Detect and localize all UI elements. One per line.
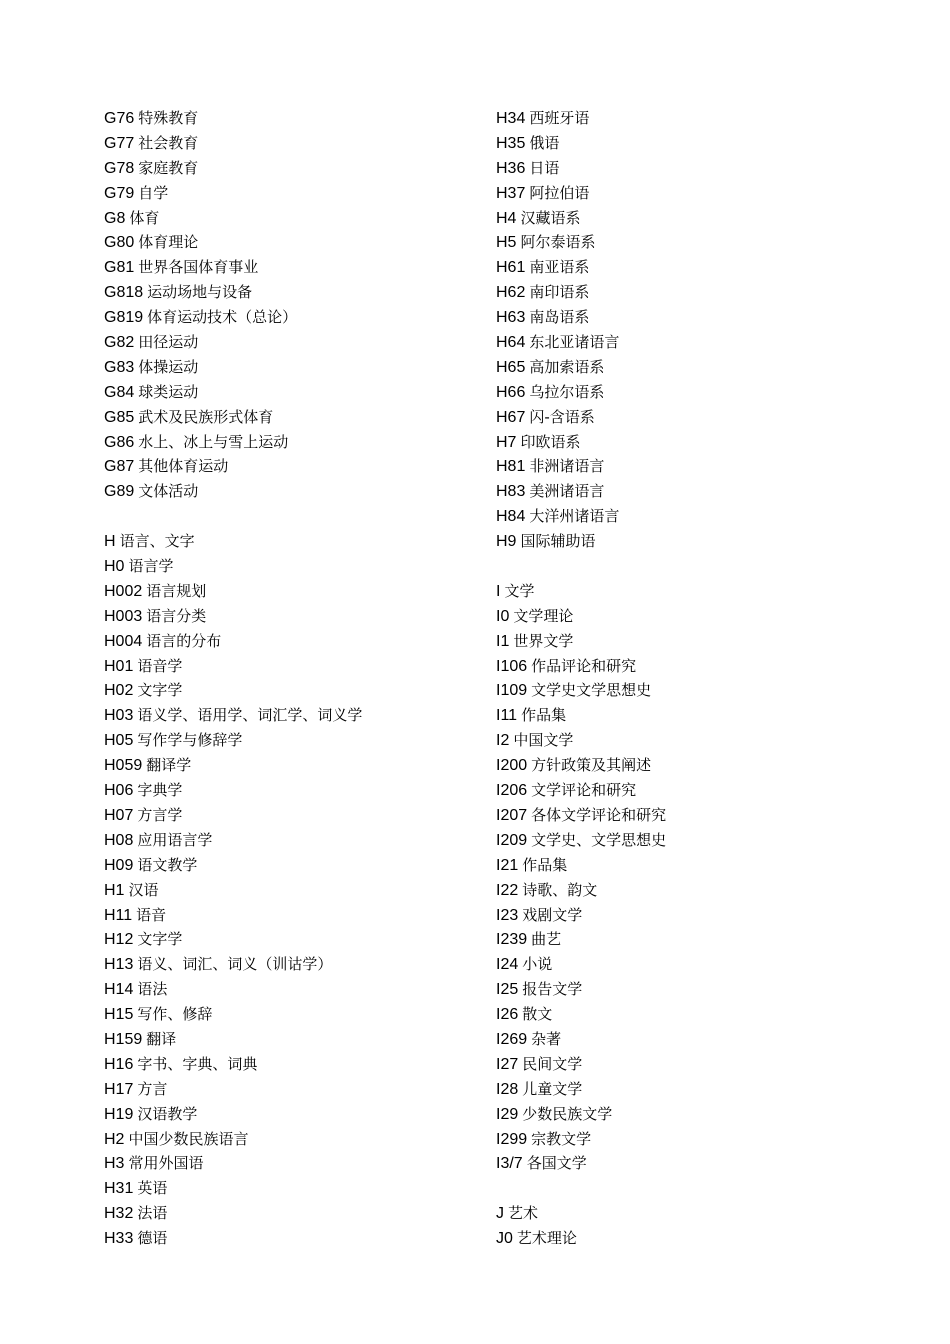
classification-label: 作品集 <box>522 855 568 874</box>
classification-label: 南亚语系 <box>529 258 590 277</box>
classification-entry <box>496 106 666 131</box>
classification-code: H15 <box>104 1006 134 1024</box>
classification-code: H08 <box>104 831 134 849</box>
classification-label: 语义学、语用学、词汇学、词义学 <box>137 706 363 725</box>
classification-code: H67 <box>496 408 526 426</box>
classification-label: 阿尔泰语系 <box>520 233 596 252</box>
classification-label: 语言的分布 <box>146 631 222 650</box>
classification-entry <box>104 305 362 330</box>
classification-entry <box>496 479 666 504</box>
classification-entry <box>496 529 666 554</box>
classification-entry <box>104 853 362 878</box>
classification-code: I1 <box>496 632 510 650</box>
classification-entry <box>496 206 666 231</box>
classification-label: 武术及民族形式体育 <box>138 407 274 426</box>
classification-code: H159 <box>104 1030 143 1048</box>
classification-code: H002 <box>104 582 143 600</box>
classification-label: 文字学 <box>137 930 183 949</box>
classification-entry <box>496 380 666 405</box>
classification-code: I27 <box>496 1055 519 1073</box>
classification-entry <box>496 1002 666 1027</box>
classification-code: I106 <box>496 657 528 675</box>
classification-code: G77 <box>104 134 135 152</box>
classification-entry <box>496 181 666 206</box>
classification-code: H35 <box>496 134 526 152</box>
classification-entry <box>104 1052 362 1077</box>
classification-entry <box>496 803 666 828</box>
classification-entry <box>496 977 666 1002</box>
classification-code: H07 <box>104 806 134 824</box>
classification-entry <box>104 479 362 504</box>
classification-code: H14 <box>104 981 134 999</box>
classification-label: 体操运动 <box>138 357 199 376</box>
classification-label: 应用语言学 <box>137 830 213 849</box>
classification-label: 宗教文学 <box>531 1129 592 1148</box>
classification-label: 民间文学 <box>522 1054 583 1073</box>
classification-entry <box>496 355 666 380</box>
classification-entry <box>104 405 362 430</box>
classification-label: 常用外国语 <box>128 1154 204 1173</box>
classification-entry <box>496 952 666 977</box>
classification-label: 乌拉尔语系 <box>529 382 605 401</box>
classification-entry <box>496 878 666 903</box>
classification-entry <box>104 927 362 952</box>
classification-code: H02 <box>104 682 134 700</box>
classification-label: 语文教学 <box>137 855 198 874</box>
classification-code: H19 <box>104 1105 134 1123</box>
classification-entry <box>104 579 362 604</box>
classification-label: 戏剧文学 <box>522 905 583 924</box>
classification-label: 球类运动 <box>138 382 199 401</box>
classification-label: 田径运动 <box>138 333 199 352</box>
classification-label: 儿童文学 <box>522 1079 583 1098</box>
classification-code: H64 <box>496 334 526 352</box>
classification-entry <box>496 853 666 878</box>
classification-entry <box>104 106 362 131</box>
classification-entry <box>104 728 362 753</box>
classification-label: 字典学 <box>137 781 183 800</box>
classification-label: 小说 <box>522 955 553 974</box>
classification-code: H7 <box>496 433 517 451</box>
classification-label: 文学史、文学思想史 <box>531 830 667 849</box>
classification-label: 运动场地与设备 <box>147 283 253 302</box>
classification-code: H06 <box>104 782 134 800</box>
classification-entry <box>104 678 362 703</box>
classification-code: G8 <box>104 209 126 227</box>
classification-label: 特殊教育 <box>138 109 199 127</box>
classification-entry <box>496 1151 666 1176</box>
classification-code: G79 <box>104 184 135 202</box>
classification-code: H63 <box>496 309 526 327</box>
classification-entry <box>104 828 362 853</box>
classification-code: H03 <box>104 707 134 725</box>
classification-label: 美洲诸语言 <box>529 482 605 501</box>
classification-code: I28 <box>496 1080 519 1098</box>
classification-label: 语言分类 <box>146 606 207 625</box>
classification-code: I2 <box>496 732 510 750</box>
classification-label: 各体文学评论和研究 <box>531 805 667 824</box>
classification-entry <box>104 778 362 803</box>
classification-entry <box>104 878 362 903</box>
classification-entry <box>104 330 362 355</box>
classification-code: G80 <box>104 234 135 252</box>
classification-code: I207 <box>496 806 528 824</box>
classification-entry <box>104 629 362 654</box>
classification-code: G818 <box>104 284 144 302</box>
classification-code: I29 <box>496 1105 519 1123</box>
classification-entry <box>104 454 362 479</box>
classification-code: G89 <box>104 483 135 501</box>
classification-label: 高加索语系 <box>529 357 605 376</box>
classification-label: 翻译学 <box>146 756 192 775</box>
classification-code: G78 <box>104 159 135 177</box>
classification-code: H66 <box>496 383 526 401</box>
classification-entry <box>496 504 666 529</box>
classification-code: H9 <box>496 533 517 551</box>
classification-label: 语法 <box>137 980 168 999</box>
classification-label: 闪-含语系 <box>529 407 595 426</box>
classification-entry <box>104 380 362 405</box>
classification-label: 各国文学 <box>526 1154 587 1173</box>
classification-label: 作品评论和研究 <box>531 656 637 675</box>
classification-entry <box>496 1226 666 1251</box>
classification-entry <box>496 728 666 753</box>
classification-code: H16 <box>104 1055 134 1073</box>
classification-label: 语义、词汇、词义（训诂学） <box>137 955 333 974</box>
classification-entry <box>104 604 362 629</box>
classification-entry <box>496 828 666 853</box>
classification-code: H36 <box>496 159 526 177</box>
classification-code: I11 <box>496 707 518 725</box>
classification-code: I0 <box>496 607 510 625</box>
classification-code: H34 <box>496 110 526 127</box>
classification-entry <box>104 554 362 579</box>
classification-entry <box>496 330 666 355</box>
classification-label: 法语 <box>137 1204 168 1223</box>
classification-entry <box>496 654 666 679</box>
classification-code: I23 <box>496 906 519 924</box>
classification-label: 体育 <box>129 208 160 227</box>
classification-label: 文学史文学思想史 <box>531 681 652 700</box>
classification-entry <box>104 703 362 728</box>
classification-code: I209 <box>496 831 528 849</box>
classification-entry <box>104 1002 362 1027</box>
classification-label: 曲艺 <box>531 930 562 949</box>
classification-code: H81 <box>496 458 526 476</box>
classification-code: H004 <box>104 632 143 650</box>
classification-code: H003 <box>104 607 143 625</box>
classification-entry <box>496 1027 666 1052</box>
classification-code: I21 <box>496 856 519 874</box>
classification-label: 翻译 <box>146 1029 177 1048</box>
classification-label: 写作、修辞 <box>137 1005 213 1024</box>
classification-code: G83 <box>104 358 135 376</box>
classification-label: 方针政策及其阐述 <box>531 756 652 775</box>
classification-label: 语言、文字 <box>119 532 195 551</box>
classification-label: 文学理论 <box>513 606 574 625</box>
classification-label: 报告文学 <box>522 980 583 999</box>
classification-entry <box>104 903 362 928</box>
classification-code: H17 <box>104 1080 134 1098</box>
classification-code: H65 <box>496 358 526 376</box>
classification-code: I <box>496 582 501 600</box>
classification-label: 中国文学 <box>513 731 574 750</box>
classification-entry <box>104 1151 362 1176</box>
classification-code: I26 <box>496 1006 519 1024</box>
classification-code: G84 <box>104 383 135 401</box>
classification-code: I109 <box>496 682 528 700</box>
classification-label: 汉藏语系 <box>520 208 581 227</box>
classification-label: 文体活动 <box>138 482 199 501</box>
classification-entry <box>496 305 666 330</box>
classification-entry <box>104 1226 362 1251</box>
classification-entry <box>496 280 666 305</box>
classification-code: I299 <box>496 1130 528 1148</box>
classification-label: 艺术 <box>508 1204 539 1223</box>
classification-entry <box>104 1102 362 1127</box>
classification-label: 中国少数民族语言 <box>128 1129 249 1148</box>
classification-label: 文字学 <box>137 681 183 700</box>
classification-label: 体育理论 <box>138 233 199 252</box>
classification-label: 国际辅助语 <box>520 532 596 551</box>
classification-code: H84 <box>496 508 526 526</box>
classification-entry <box>104 952 362 977</box>
classification-label: 汉语 <box>128 880 159 899</box>
classification-entry <box>104 230 362 255</box>
classification-entry <box>496 230 666 255</box>
classification-entry <box>496 703 666 728</box>
classification-label: 杂著 <box>531 1029 562 1048</box>
classification-code: H0 <box>104 558 125 576</box>
classification-entry <box>496 1102 666 1127</box>
classification-label: 文学评论和研究 <box>531 781 637 800</box>
classification-code: H37 <box>496 184 526 202</box>
blank-line <box>496 554 666 579</box>
classification-entry <box>104 181 362 206</box>
classification-label: 写作学与修辞学 <box>137 731 243 750</box>
classification-code: H <box>104 533 116 551</box>
classification-code: H83 <box>496 483 526 501</box>
classification-label: 字书、字典、词典 <box>137 1054 258 1073</box>
classification-label: 方言学 <box>137 805 183 824</box>
classification-entry <box>104 131 362 156</box>
classification-label: 其他体育运动 <box>138 457 229 476</box>
classification-label: 语言学 <box>128 557 174 576</box>
classification-entry <box>496 678 666 703</box>
classification-code: H11 <box>104 906 133 924</box>
classification-code: H09 <box>104 856 134 874</box>
classification-label: 散文 <box>522 1005 553 1024</box>
classification-label: 语音 <box>136 905 167 924</box>
classification-entry <box>104 255 362 280</box>
classification-label: 少数民族文学 <box>522 1104 613 1123</box>
classification-code: H12 <box>104 931 134 949</box>
classification-label: 汉语教学 <box>137 1104 198 1123</box>
classification-label: 世界各国体育事业 <box>138 258 259 277</box>
classification-code: H13 <box>104 956 134 974</box>
classification-entry <box>496 629 666 654</box>
classification-entry <box>104 1127 362 1152</box>
classification-code: J <box>496 1205 504 1223</box>
classification-entry <box>104 529 362 554</box>
classification-code: I269 <box>496 1030 528 1048</box>
classification-label: 作品集 <box>521 706 567 725</box>
classification-label: 东北亚诸语言 <box>529 333 620 352</box>
classification-label: 阿拉伯语 <box>529 183 590 202</box>
classification-entry <box>496 579 666 604</box>
classification-entry <box>104 206 362 231</box>
classification-entry <box>104 355 362 380</box>
classification-entry <box>104 1176 362 1201</box>
classification-code: J0 <box>496 1230 513 1248</box>
classification-code: I200 <box>496 757 528 775</box>
classification-label: 家庭教育 <box>138 158 199 177</box>
classification-code: H4 <box>496 209 517 227</box>
classification-entry <box>496 405 666 430</box>
classification-entry <box>496 454 666 479</box>
classification-entry <box>104 1027 362 1052</box>
classification-code: H05 <box>104 732 134 750</box>
classification-entry <box>104 1077 362 1102</box>
classification-code: I3/7 <box>496 1155 523 1173</box>
classification-code: I206 <box>496 782 528 800</box>
classification-label: 非洲诸语言 <box>529 457 605 476</box>
classification-label: 自学 <box>138 183 169 202</box>
classification-code: H1 <box>104 881 125 899</box>
classification-entry <box>496 753 666 778</box>
classification-code: G76 <box>104 110 135 127</box>
classification-label: 方言 <box>137 1079 168 1098</box>
classification-entry <box>104 803 362 828</box>
classification-code: I22 <box>496 881 519 899</box>
classification-entry <box>496 903 666 928</box>
classification-label: 社会教育 <box>138 133 199 152</box>
classification-label: 俄语 <box>529 133 560 152</box>
blank-line <box>496 1176 666 1201</box>
classification-label: 体育运动技术（总论） <box>147 308 298 327</box>
classification-label: 日语 <box>529 158 560 177</box>
classification-code: I239 <box>496 931 528 949</box>
classification-code: H62 <box>496 284 526 302</box>
classification-label: 印欧语系 <box>520 432 581 451</box>
blank-line <box>104 504 362 529</box>
classification-label: 南印语系 <box>529 283 590 302</box>
classification-code: H33 <box>104 1230 134 1248</box>
classification-entry <box>496 156 666 181</box>
classification-entry <box>496 255 666 280</box>
classification-code: H2 <box>104 1130 125 1148</box>
classification-label: 西班牙语 <box>529 109 590 127</box>
classification-entry <box>496 1201 666 1226</box>
classification-label: 语音学 <box>137 656 183 675</box>
classification-entry <box>496 1052 666 1077</box>
classification-entry <box>104 977 362 1002</box>
classification-label: 文学 <box>504 581 535 600</box>
classification-entry <box>104 430 362 455</box>
classification-code: G819 <box>104 309 144 327</box>
classification-code: H5 <box>496 234 517 252</box>
classification-entry <box>496 927 666 952</box>
classification-label: 诗歌、韵文 <box>522 880 598 899</box>
classification-label: 德语 <box>137 1229 168 1248</box>
classification-entry <box>496 131 666 156</box>
left-column <box>104 106 362 1251</box>
classification-code: G82 <box>104 334 135 352</box>
classification-code: G81 <box>104 259 135 277</box>
classification-code: G86 <box>104 433 135 451</box>
classification-code: I24 <box>496 956 519 974</box>
classification-code: H32 <box>104 1205 134 1223</box>
classification-code: H61 <box>496 259 526 277</box>
classification-entry <box>496 430 666 455</box>
classification-entry <box>104 753 362 778</box>
classification-label: 语言规划 <box>146 581 207 600</box>
classification-code: H31 <box>104 1180 134 1198</box>
classification-entry <box>496 604 666 629</box>
classification-label: 英语 <box>137 1179 168 1198</box>
classification-code: I25 <box>496 981 519 999</box>
classification-label: 大洋州诸语言 <box>529 507 620 526</box>
classification-label: 世界文学 <box>513 631 574 650</box>
classification-code: H3 <box>104 1155 125 1173</box>
classification-code: H059 <box>104 757 143 775</box>
classification-code: H01 <box>104 657 134 675</box>
classification-entry <box>104 156 362 181</box>
classification-label: 艺术理论 <box>516 1229 577 1248</box>
classification-code: G87 <box>104 458 135 476</box>
classification-entry <box>104 280 362 305</box>
classification-entry <box>104 1201 362 1226</box>
classification-label: 南岛语系 <box>529 308 590 327</box>
classification-code: G85 <box>104 408 135 426</box>
classification-entry <box>104 654 362 679</box>
classification-label: 水上、冰上与雪上运动 <box>138 432 289 451</box>
classification-entry <box>496 1127 666 1152</box>
classification-entry <box>496 1077 666 1102</box>
right-column <box>496 106 666 1251</box>
classification-entry <box>496 778 666 803</box>
